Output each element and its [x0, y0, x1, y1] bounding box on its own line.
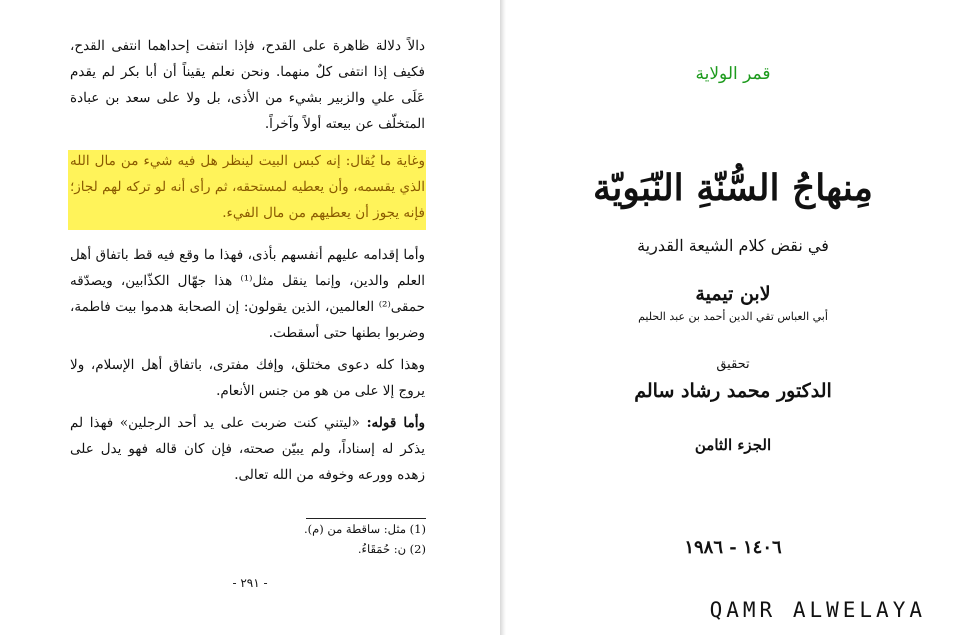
- footnote-2: (2) ن: حُمَقَاءُ.: [357, 542, 426, 556]
- paragraph-1: دالاً دلالة ظاهرة على القدح، فإذا انتفت إحداهما انتفى القدح، فكيف إذا انتفى كلٌ منهما. ونحن نعلم يقيناً أن أبا بكر لم يقدم عَلَى علي والزبير بشيء من الأذى، بل ولا على سعد بن عبادة المتخلّف عن بيعته أولاً وآخراً.: [70, 38, 425, 132]
- tahqiq-label: تحقيق: [716, 357, 750, 372]
- paragraph-5-lead: وأما قوله:: [366, 415, 425, 431]
- author-name: لابن تيمية: [695, 283, 771, 305]
- volume-label: الجزء الثامن: [694, 436, 772, 454]
- editor-name: الدكتور محمد رشاد سالم: [634, 380, 832, 402]
- book-subtitle: في نقض كلام الشيعة القدرية: [637, 236, 829, 255]
- right-page: [506, 0, 960, 635]
- footnote-1: (1) مثل: ساقطة من (م).: [303, 522, 426, 536]
- publication-year: ١٤٠٦ - ١٩٨٦: [684, 537, 782, 558]
- paragraph-5: [70, 410, 425, 488]
- page-number: - ٢٩١ -: [232, 576, 268, 590]
- paragraph-4: وهذا كله دعوى مختلق، وإفك مفترى، باتفاق أهل الإسلام، ولا يروج إلا على من هو من جنس الأنعام.: [70, 357, 425, 399]
- paragraph-5-body: «ليتني كنت ضربت على يد أحد الرجلين» فهذا لم يذكر له إسناداً، ولم يبيّن صحته، فإن كان قاله فهو يدل على زهده وورعه وخوفه من الله تعالى.: [70, 415, 425, 483]
- book-title: مِنهاجُ السُّنّةِ النّبَويّة: [593, 167, 873, 209]
- paragraph-3: وأما إقدامه عليهم أنفسهم بأذى، فهذا ما وقع فيه قط باتفاق أهل العلم والدين، وإنما ينقل مثل⁽¹⁾ هذا جهّال الكذّابين، ويصدّقه حمقى⁽²⁾ العالمين، الذين يقولون: إن الصحابة هدموا بيت فاطمة، وضربوا بطنها حتى أسقطت.: [70, 247, 426, 341]
- watermark-top: قمر الولاية: [695, 64, 771, 84]
- watermark-bottom: QAMR ALWELAYA: [709, 598, 926, 622]
- highlighted-text: وغاية ما يُقال: إنه كبس البيت لينظر هل فيه شيء من مال الله الذي يقسمه، وأن يعطيه لمستحقه، ثم رأى أنه لو تركه لهم لجاز؛ فإنه يجوز أن يعطيهم من مال الفيء.: [70, 150, 425, 224]
- highlighted-paragraph: [70, 148, 425, 226]
- author-full-name: أبي العباس تقي الدين أحمد بن عبد الحليم: [638, 310, 828, 323]
